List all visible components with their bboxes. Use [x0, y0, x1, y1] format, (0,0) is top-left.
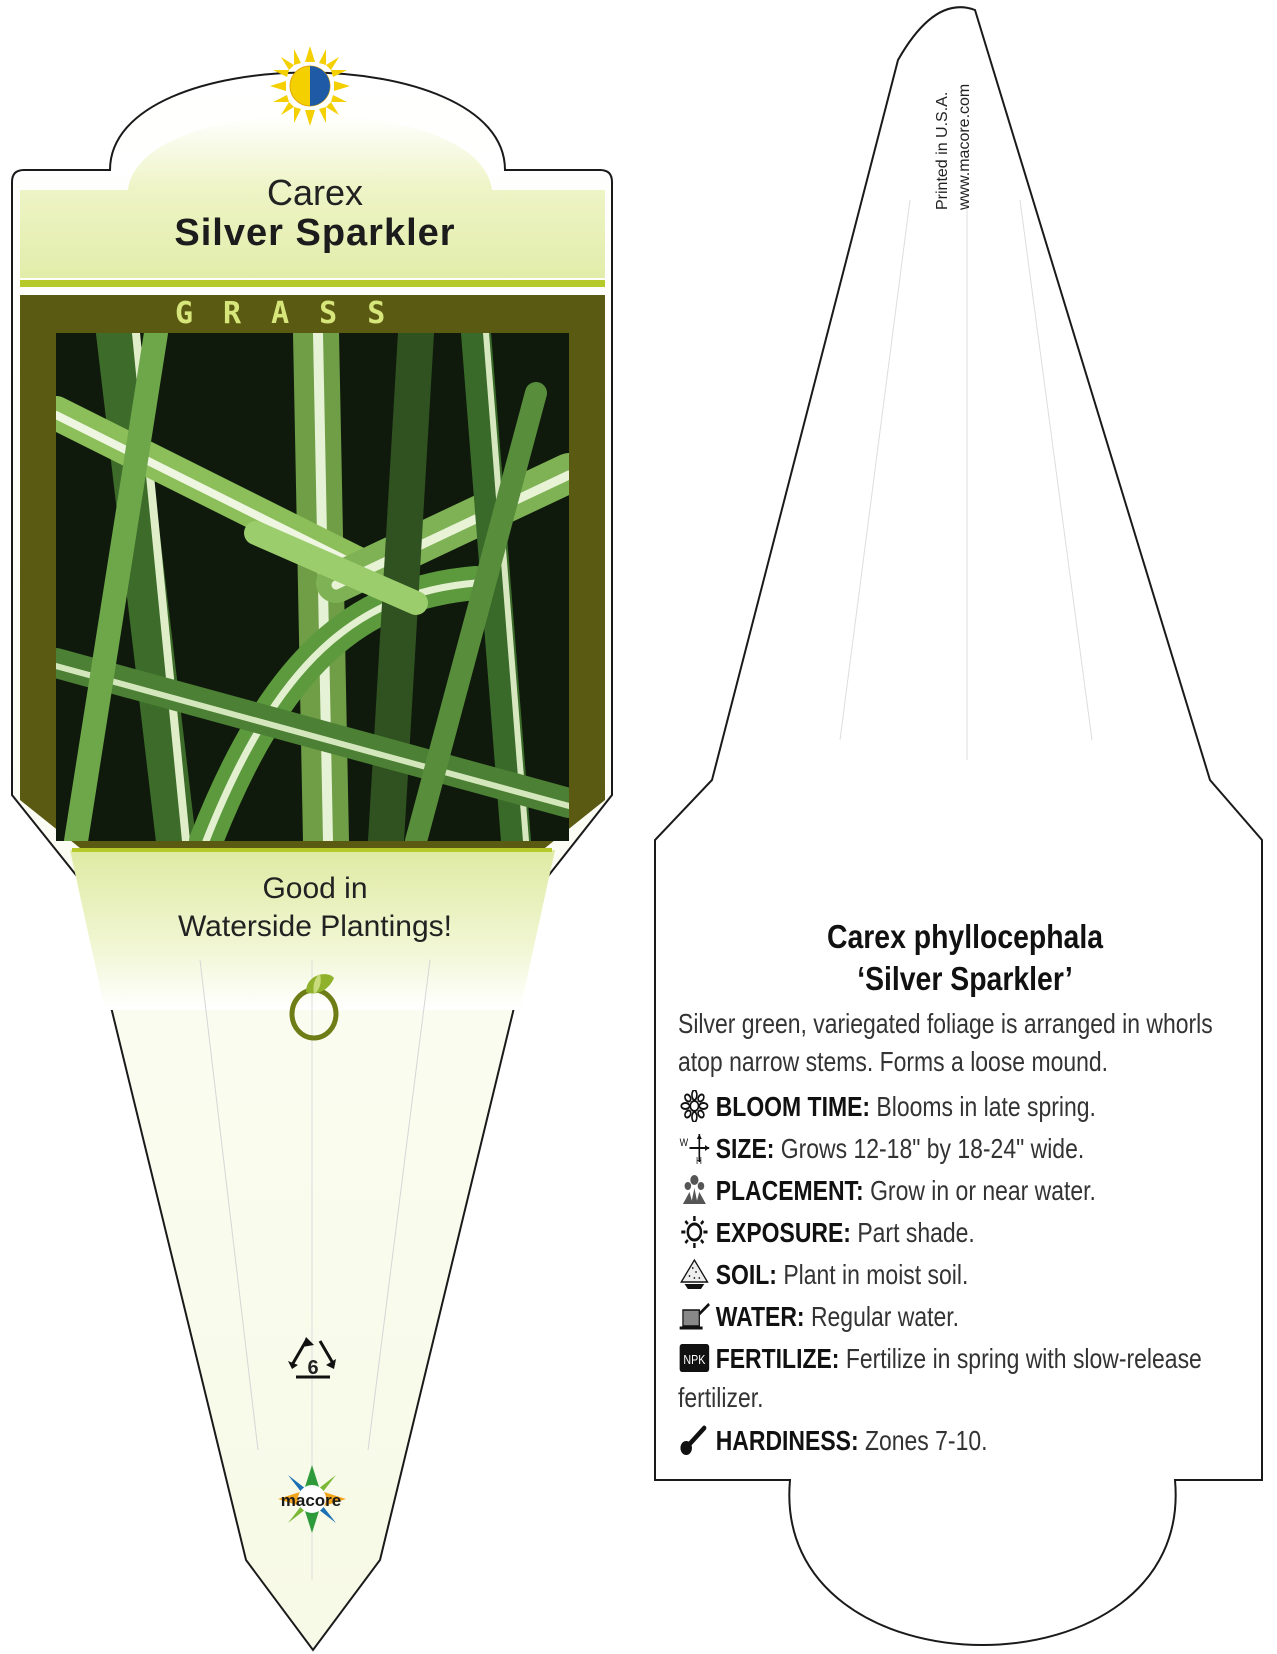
- attr-hardiness: [678, 1424, 987, 1457]
- attr-size: [678, 1132, 1084, 1165]
- leaf-seed-icon: [284, 970, 344, 1042]
- part-shade-sun-icon: [268, 44, 352, 128]
- tagline-line1: Good in: [262, 872, 368, 905]
- attr-label: WATER:: [715, 1301, 805, 1332]
- size-h: H: [696, 1155, 702, 1164]
- attr-fertilize-continuation: fertilizer.: [678, 1382, 764, 1413]
- description-line1: Silver green, variegated foliage is arranged in whorls: [678, 1008, 1213, 1039]
- size-arrows-icon: [678, 1132, 711, 1164]
- attr-value: Part shade.: [857, 1217, 975, 1248]
- watering-can-icon: [678, 1300, 711, 1332]
- tagline: [120, 870, 510, 946]
- soil-icon: [678, 1258, 711, 1290]
- website: www.macore.com: [956, 83, 973, 210]
- sun-exposure-icon: [678, 1216, 711, 1248]
- attr-value: Plant in moist soil.: [783, 1259, 969, 1290]
- attr-value: Blooms in late spring.: [876, 1091, 1096, 1122]
- description: [678, 1005, 1252, 1081]
- attr-soil: [678, 1258, 968, 1291]
- attr-label: HARDINESS:: [715, 1425, 859, 1456]
- plant-genus: Carex: [266, 172, 364, 213]
- cultivar-name: ‘Silver Sparkler’: [857, 960, 1073, 997]
- attr-water: [678, 1300, 959, 1333]
- size-w: W: [679, 1137, 689, 1150]
- attr-value: Grows 12-18" by 18-24" wide.: [780, 1133, 1085, 1164]
- plant-cultivar: Silver Sparkler: [174, 212, 456, 254]
- attr-bloom-time: [678, 1090, 1096, 1123]
- npk-label: NPK: [683, 1351, 706, 1368]
- attr-value: Regular water.: [810, 1301, 960, 1332]
- printed-in: Printed in U.S.A.: [934, 91, 951, 210]
- attr-label: EXPOSURE:: [715, 1217, 851, 1248]
- plant-category: GRASS: [175, 296, 416, 331]
- npk-icon: [678, 1342, 711, 1374]
- attr-label: SIZE:: [715, 1133, 775, 1164]
- brand-name: macore: [280, 1491, 342, 1510]
- attr-fertilize: [678, 1342, 1202, 1375]
- attr-value: Zones 7-10.: [864, 1425, 988, 1456]
- description-line2: atop narrow stems. Forms a loose mound.: [678, 1046, 1109, 1077]
- flower-icon: [678, 1090, 711, 1122]
- recycle-code: 6: [307, 1357, 319, 1379]
- attr-label: SOIL:: [715, 1259, 777, 1290]
- thermometer-icon: [678, 1424, 711, 1456]
- attr-placement: [678, 1174, 1096, 1207]
- attr-label: FERTILIZE:: [715, 1343, 840, 1374]
- header-divider-bar: [20, 280, 605, 287]
- botanical-name: Carex phyllocephala: [826, 918, 1104, 955]
- lower-divider-bar: [72, 848, 552, 852]
- placement-plants-icon: [678, 1174, 711, 1206]
- plant-photo: [56, 333, 569, 841]
- attr-exposure: [678, 1216, 975, 1249]
- attr-label: PLACEMENT:: [715, 1175, 864, 1206]
- attr-value: Fertilize in spring with slow-release: [845, 1343, 1202, 1374]
- attr-label: BLOOM TIME:: [715, 1091, 871, 1122]
- attr-value: Grow in or near water.: [870, 1175, 1096, 1206]
- tagline-line2: Waterside Plantings!: [177, 910, 452, 943]
